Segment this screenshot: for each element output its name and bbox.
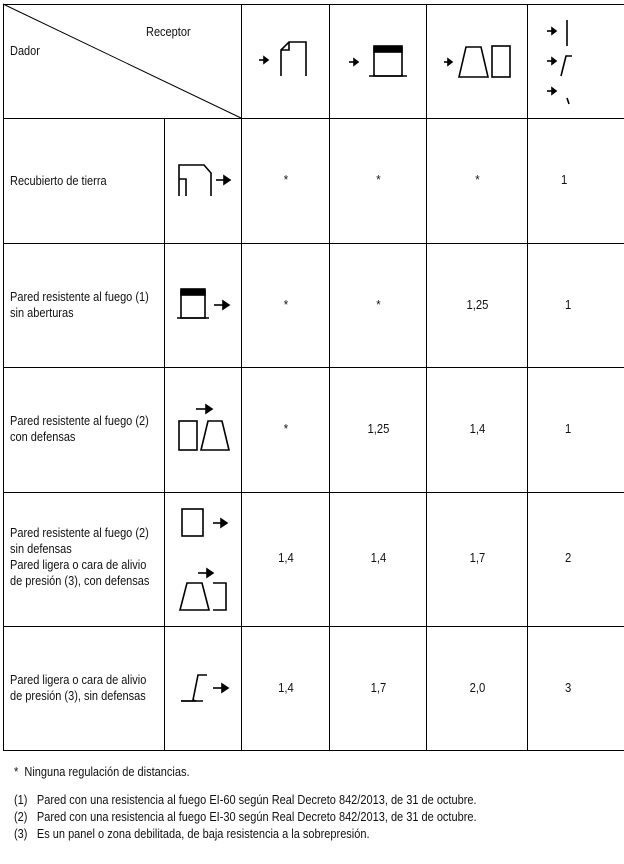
note-item xyxy=(14,809,477,825)
dador-pared-sin-aberturas-icon xyxy=(177,289,229,318)
table-cell: 1,4 xyxy=(278,681,294,695)
table-cell: 1,4 xyxy=(469,422,486,436)
note-number: (1) xyxy=(14,793,28,807)
table-cell: 1,7 xyxy=(469,551,486,565)
note-number: (3) xyxy=(14,827,28,841)
table-cell: 1 xyxy=(565,422,572,436)
note-text: Ninguna regulación de distancias. xyxy=(24,765,190,779)
table-cell: 2 xyxy=(565,551,572,565)
table-cell: 2,0 xyxy=(469,681,486,695)
note-text: Pared con una resistencia al fuego EI-30 según Real Decreto 842/2013, de 31 de octubre. xyxy=(36,810,477,824)
receptor-recubierto-icon xyxy=(259,42,306,76)
table-cell: 1,25 xyxy=(466,298,489,312)
receptor-pared-con-defensas-icon xyxy=(444,46,510,77)
dador-pared-ligera-icon xyxy=(181,675,228,701)
receptor-multiple-icon xyxy=(547,20,572,104)
note-asterisk xyxy=(14,764,190,780)
row-label: Pared resistente al fuego (2) con defensas xyxy=(10,414,149,444)
row-label: Pared ligera o cara de alivio de presión (3), sin defensas xyxy=(10,673,147,703)
table-cell: * xyxy=(283,422,289,436)
header-diagonal xyxy=(3,4,241,118)
receptor-pared-sin-aberturas-icon xyxy=(349,46,407,76)
table-cell: 1,4 xyxy=(370,551,387,565)
note-text: Pared con una resistencia al fuego EI-60 según Real Decreto 842/2013, de 31 de octubre. xyxy=(36,793,477,807)
row-label: Pared resistente al fuego (2) sin defensas Pared ligera o cara de alivio de presión (3), con defensas xyxy=(10,526,150,588)
table-cell: * xyxy=(283,173,289,187)
table-cell: * xyxy=(475,173,480,187)
dador-pared-sin-defensas-icon xyxy=(180,509,227,610)
note-mark: * xyxy=(14,765,19,779)
dador-recubierto-tierra-icon xyxy=(179,165,230,196)
table-cell: 1 xyxy=(561,173,568,187)
note-item xyxy=(14,792,477,808)
row-label: Pared resistente al fuego (1) sin aberturas xyxy=(10,290,149,320)
dador-label: Dador xyxy=(10,44,40,58)
table-cell: 1,25 xyxy=(367,422,390,436)
row-label: Recubierto de tierra xyxy=(10,174,107,188)
table-cell: 1,4 xyxy=(278,551,294,565)
dador-pared-con-defensas-icon xyxy=(179,405,229,450)
note-number: (2) xyxy=(14,810,28,824)
table-cell: * xyxy=(376,173,381,187)
table-cell: 3 xyxy=(565,681,572,695)
table-cell: 1 xyxy=(565,298,572,312)
table-cell: 1,7 xyxy=(370,681,387,695)
table-cell: * xyxy=(376,298,381,312)
note-text: Es un panel o zona debilitada, de baja resistencia a la sobrepresión. xyxy=(36,827,370,841)
note-item xyxy=(14,826,370,842)
table-cell: * xyxy=(283,298,289,312)
receptor-label: Receptor xyxy=(146,25,191,39)
